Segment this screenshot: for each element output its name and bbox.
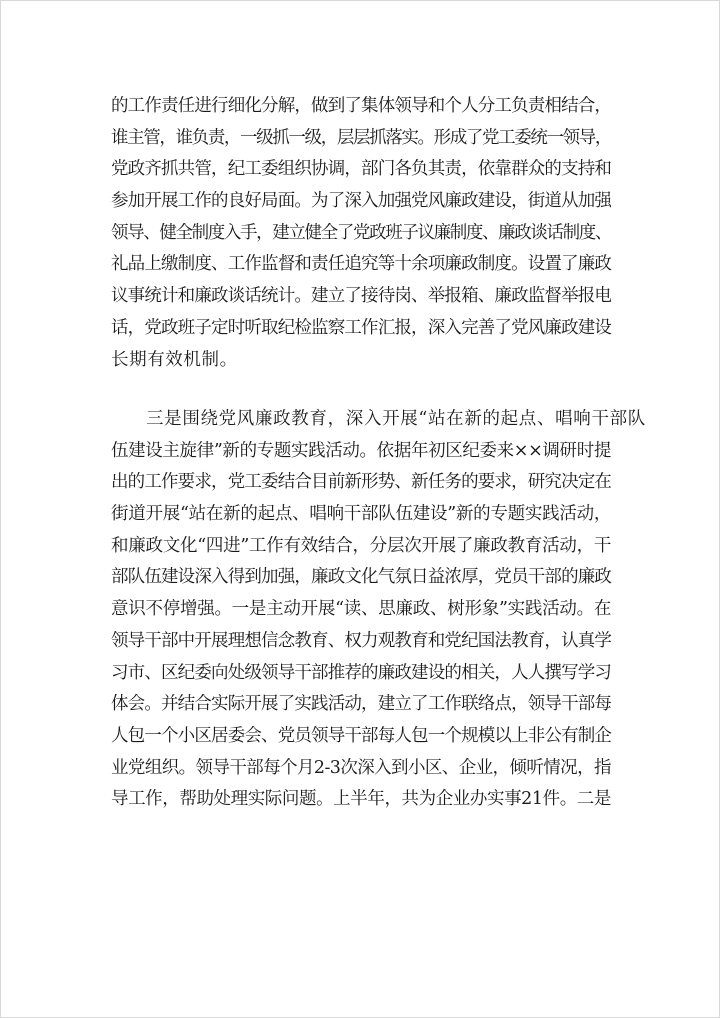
text-line: 导工作，帮助处理实际问题。上半年，共为企业办实事21件。二是 [111,789,611,810]
text-line: 出的工作要求，党工委结合目前新形势、新任务的要求，研究决定在 [111,472,612,493]
text-line-content: 三是围绕党风廉政教育，深入开展“站在新的起点、唱响干部队 [146,409,646,429]
text-line: 的工作责任进行细化分解，做到了集体领导和个人分工负责相结合， [111,96,612,116]
text-line: 长期有效机制。 [111,349,238,370]
text-line: 伍建设主旋律”新的专题实践活动。依据年初区纪委来××调研时提 [111,440,611,461]
text-line: 习市、区纪委向处级领导干部推荐的廉政建设的相关，人人撰写学习 [111,662,612,683]
text-line: 意识不停增强。一是主动开展“读、思廉政、树形象”实践活动。在 [111,599,612,620]
text-line: 礼品上缴制度、工作监督和责任追究等十余项廉政制度。设置了廉政 [111,254,612,275]
text-line: 议事统计和廉政谈话统计。建立了接待岗、举报箱、廉政监督举报电 [111,286,612,307]
text-line: 业党组织。领导干部每个月2-3次深入到小区、企业，倾听情况，指 [111,757,611,778]
paragraph-2 [111,404,646,816]
text-line: 和廉政文化“四进”工作有效结合，分层次开展了廉政教育活动，干 [111,535,612,556]
text-line: 领导、健全制度入手，建立健全了党政班子议廉制度、廉政谈话制度、 [111,222,612,243]
text-line: 话，党政班子定时听取纪检监察工作汇报，深入完善了党风廉政建设 [111,317,612,338]
text-line: 体会。并结合实际开展了实践活动，建立了工作联络点，领导干部每 [111,694,612,715]
text-line: 街道开展“站在新的起点、唱响干部队伍建设”新的专题实践活动， [111,504,612,525]
text-line-indented [111,404,646,436]
text-line: 参加开展工作的良好局面。为了深入加强党风廉政建设，街道从加强 [111,191,612,212]
paragraph-1 [111,91,611,376]
text-line: 谁主管，谁负责，一级抓一级，层层抓落实。形成了党工委统一领导， [111,127,612,148]
text-line: 领导干部中开展理想信念教育、权力观教育和党纪国法教育，认真学 [111,630,612,651]
text-line: 党政齐抓共管，纪工委组织协调，部门各负其责，依靠群众的支持和 [111,159,612,180]
text-line: 人包一个小区居委会、党员领导干部每人包一个规模以上非公有制企 [111,725,612,746]
text-line: 部队伍建设深入得到加强，廉政文化气氛日益浓厚，党员干部的廉政 [111,567,612,588]
